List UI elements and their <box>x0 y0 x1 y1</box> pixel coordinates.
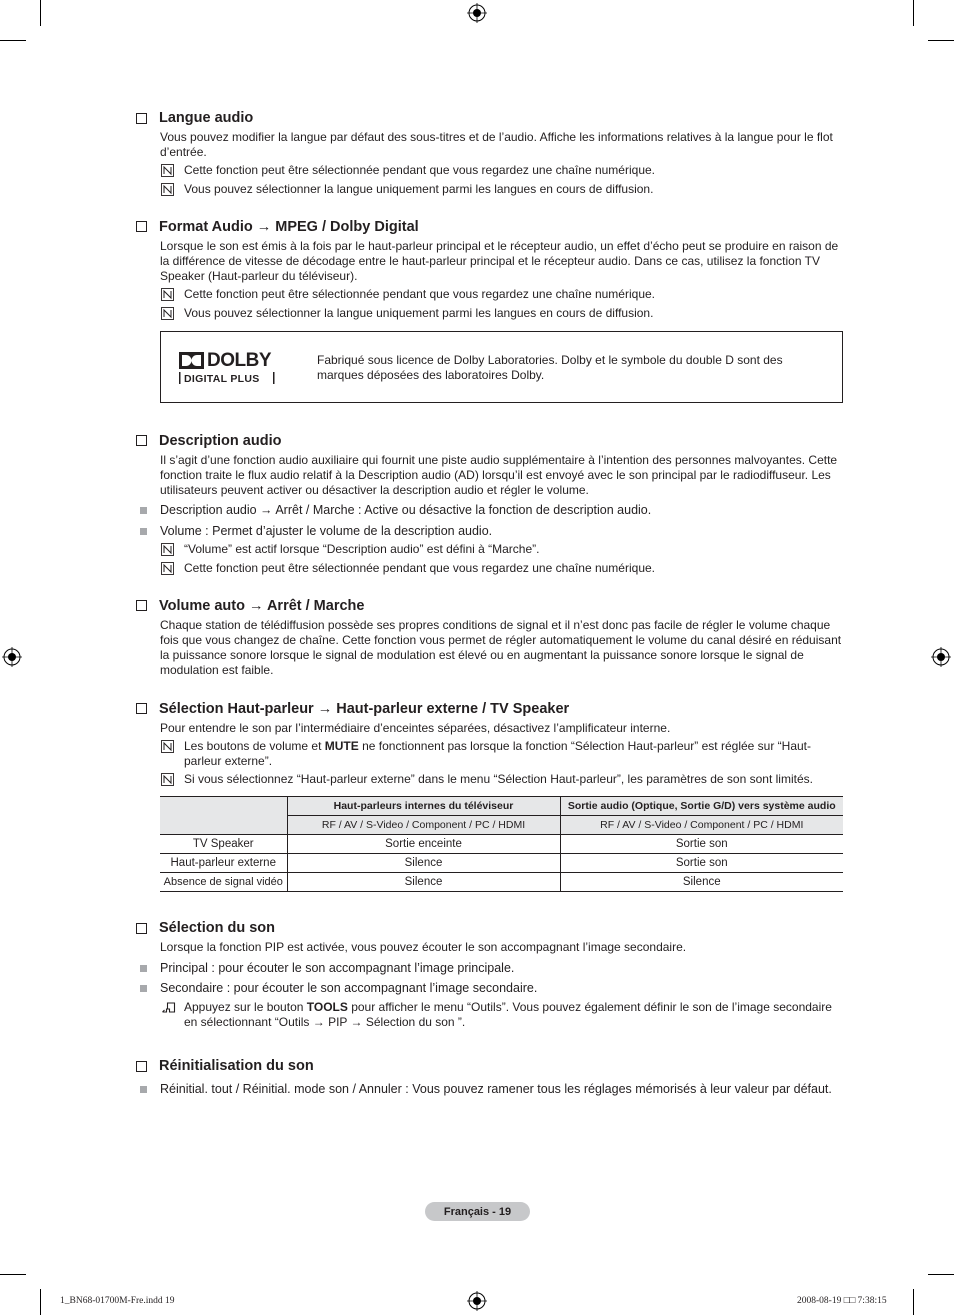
dolby-wordmark: DOLBY <box>207 349 271 371</box>
square-bullet-icon <box>140 965 147 972</box>
table-subheader-cell: RF / AV / S-Video / Component / PC / HDMI <box>560 816 843 835</box>
section-langue-audio <box>136 108 844 197</box>
bullet-item <box>160 524 844 540</box>
square-bullet-icon <box>140 1086 147 1093</box>
section-title: Description audio <box>159 432 282 449</box>
note <box>184 561 844 576</box>
note-text: Cette fonction peut être sélectionnée pendant que vous regardez une chaîne numérique. <box>184 163 655 178</box>
paragraph: Chaque station de télédiffusion possède ses propres conditions de signal et il n’est donc pas facile de régler le volume chaque fois que vous changez de chaîne. Cette fonction vous permet de régler automatiquement le volume du canal désiré en réduisant la puissance sonore lorsque le signal de modulation est élevé ou en augmentant la puissance sonore lorsque le signal de modulation est faible. <box>160 617 842 678</box>
crop-mark <box>913 1289 914 1315</box>
section-title: Sélection du son <box>159 920 276 937</box>
note-icon <box>161 543 174 556</box>
registration-mark-icon <box>931 647 951 667</box>
table-row <box>160 835 843 854</box>
note <box>184 287 844 302</box>
table-cell: Sortie son <box>560 835 843 854</box>
square-bullet-icon <box>140 528 147 535</box>
page-number-badge: Français - 19 <box>425 1202 530 1221</box>
registration-mark-icon <box>467 1291 487 1311</box>
bullet-item <box>160 503 844 519</box>
note-icon <box>161 562 174 575</box>
table-header-cell: Sortie audio (Optique, Sortie G/D) vers système audio <box>560 797 843 816</box>
crop-mark <box>40 0 41 26</box>
note-text: Vous pouvez sélectionner la langue uniquement parmi les langues en cours de diffusion. <box>184 305 654 320</box>
table-row-label: TV Speaker <box>160 835 287 854</box>
note-icon <box>161 740 174 753</box>
bullet-text: Réinitial. tout / Réinitial. mode son / Annuler : Vous pouvez ramener tous les réglages mémorisés à leur valeur par défaut. <box>160 1082 832 1097</box>
note-icon <box>161 307 174 320</box>
section-selection-haut-parleur <box>136 699 844 893</box>
checkbox-bullet-icon <box>136 923 147 934</box>
note <box>184 163 844 178</box>
table-cell: Silence <box>287 854 560 873</box>
tools-hand-icon <box>161 1001 176 1014</box>
bullet-text: Volume : Permet d’ajuster le volume de la description audio. <box>160 523 493 538</box>
square-bullet-icon <box>140 985 147 992</box>
table-cell: Silence <box>287 873 560 892</box>
tip-text-post: pour afficher le menu “Outils”. Vous pouvez également définir le son de l’image secondaire en sélectionnant “Outils → PIP → Sélection du son ”. <box>184 999 832 1029</box>
table-row <box>160 873 843 892</box>
note-icon <box>161 288 174 301</box>
bullet-item <box>160 981 844 997</box>
table-header-row <box>160 797 843 816</box>
note-icon <box>161 773 174 786</box>
crop-mark <box>0 1274 26 1275</box>
crop-mark <box>913 0 914 26</box>
registration-mark-icon <box>2 647 22 667</box>
table-cell: Sortie son <box>560 854 843 873</box>
table-cell: Sortie enceinte <box>287 835 560 854</box>
paragraph: Vous pouvez modifier la langue par défaut des sous-titres et de l’audio. Affiche les informations relatives à la langue pour le flot d’entrée. <box>160 130 833 160</box>
note <box>184 739 844 769</box>
bullet-text: Description audio → Arrêt / Marche : Active ou désactive la fonction de description audio. <box>160 503 652 518</box>
crop-mark <box>0 40 26 41</box>
paragraph: Lorsque le son est émis à la fois par le haut-parleur principal et le récepteur audio, un effet d’écho peut se produire en raison de la différence de vitesse de décodage entre le haut-parleur principal et le récepteur audio. Dans ce cas, utilisez la fonction TV Speaker (Haut-parleur du téléviseur). <box>160 238 839 284</box>
note-text: Cette fonction peut être sélectionnée pendant que vous regardez une chaîne numérique. <box>184 287 655 302</box>
note <box>184 772 844 787</box>
note-text: Vous pouvez sélectionner la langue uniquement parmi les langues en cours de diffusion. <box>184 181 654 196</box>
section-title: Réinitialisation du son <box>159 1058 314 1075</box>
table-corner-cell <box>160 797 287 835</box>
checkbox-bullet-icon <box>136 113 147 124</box>
note-text-post: ne fonctionnent pas lorsque la fonction “Sélection Haut-parleur” est réglée sur “Haut-parleur externe”. <box>184 738 812 769</box>
checkbox-bullet-icon <box>136 600 147 611</box>
registration-mark-icon <box>467 3 487 23</box>
dolby-logo <box>178 350 278 386</box>
note <box>184 542 844 557</box>
page-content <box>136 108 844 1112</box>
note-icon <box>161 183 174 196</box>
checkbox-bullet-icon <box>136 435 147 446</box>
dolby-text: Fabriqué sous licence de Dolby Laboratories. Dolby et le symbole du double D sont des marques déposées des laboratoires Dolby. <box>317 352 783 382</box>
section-selection-du-son <box>136 918 844 1030</box>
section-title: Sélection Haut-parleur → Haut-parleur externe / TV Speaker <box>159 700 570 717</box>
bullet-text: Principal : pour écouter le son accompagnant l’image principale. <box>160 960 515 975</box>
section-title: Langue audio <box>159 110 254 126</box>
table-row-label: Haut-parleur externe <box>160 854 287 873</box>
speaker-table <box>160 796 843 892</box>
note-text-pre: Les boutons de volume et <box>184 738 325 753</box>
tip-text-pre: Appuyez sur le bouton <box>184 999 307 1014</box>
dolby-license-box <box>160 331 843 403</box>
mute-keyword: MUTE <box>324 738 359 753</box>
note-text: “Volume” est actif lorsque “Description audio” est défini à “Marche”. <box>184 542 540 557</box>
note <box>184 182 844 197</box>
crop-mark <box>928 1274 954 1275</box>
crop-mark <box>928 40 954 41</box>
checkbox-bullet-icon <box>136 703 147 714</box>
section-title: Format Audio → MPEG / Dolby Digital <box>159 218 419 235</box>
bullet-item <box>160 1082 844 1098</box>
print-slug-file: 1_BN68-01700M-Fre.indd 19 <box>60 1296 175 1306</box>
note-text: Cette fonction peut être sélectionnée pendant que vous regardez une chaîne numérique. <box>184 560 655 575</box>
paragraph: Pour entendre le son par l’intermédiaire d’enceintes séparées, désactivez l’amplificateur interne. <box>160 720 671 735</box>
table-row <box>160 854 843 873</box>
bullet-item <box>160 961 844 977</box>
checkbox-bullet-icon <box>136 1061 147 1072</box>
checkbox-bullet-icon <box>136 221 147 232</box>
print-slug-date: 2008-08-19 □□ 7:38:15 <box>797 1296 887 1306</box>
square-bullet-icon <box>140 507 147 514</box>
note-text: Si vous sélectionnez “Haut-parleur externe” dans le menu “Sélection Haut-parleur”, les paramètres de son sont limités. <box>184 772 813 787</box>
section-title: Volume auto → Arrêt / Marche <box>159 597 365 614</box>
tools-keyword: TOOLS <box>306 999 348 1014</box>
table-subheader-cell: RF / AV / S-Video / Component / PC / HDMI <box>287 816 560 835</box>
paragraph: Il s’agit d’une fonction audio auxiliaire qui fournit une piste audio supplémentaire à l’intention des personnes malvoyantes. Cette fonction traite le flux audio relatif à la Description audio (AD) lorsqu’il est envoyé avec le son principal par le radiodiffuseur. Les utilisateurs peuvent activer ou désactiver la description audio et régler le volume. <box>160 452 838 498</box>
table-cell: Silence <box>560 873 843 892</box>
section-format-audio <box>136 217 844 403</box>
table-row-label: Absence de signal vidéo <box>160 873 287 892</box>
note-icon <box>161 164 174 177</box>
note <box>184 306 844 321</box>
crop-mark <box>40 1289 41 1315</box>
bullet-text: Secondaire : pour écouter le son accompagnant l’image secondaire. <box>160 981 538 996</box>
section-reinitialisation <box>136 1056 844 1098</box>
section-volume-auto <box>136 596 844 679</box>
tip-note <box>184 1000 844 1030</box>
paragraph: Lorsque la fonction PIP est activée, vous pouvez écouter le son accompagnant l’image secondaire. <box>160 940 687 955</box>
dolby-subtitle: DIGITAL PLUS <box>184 372 260 385</box>
section-description-audio <box>136 431 844 576</box>
table-header-cell: Haut-parleurs internes du téléviseur <box>287 797 560 816</box>
